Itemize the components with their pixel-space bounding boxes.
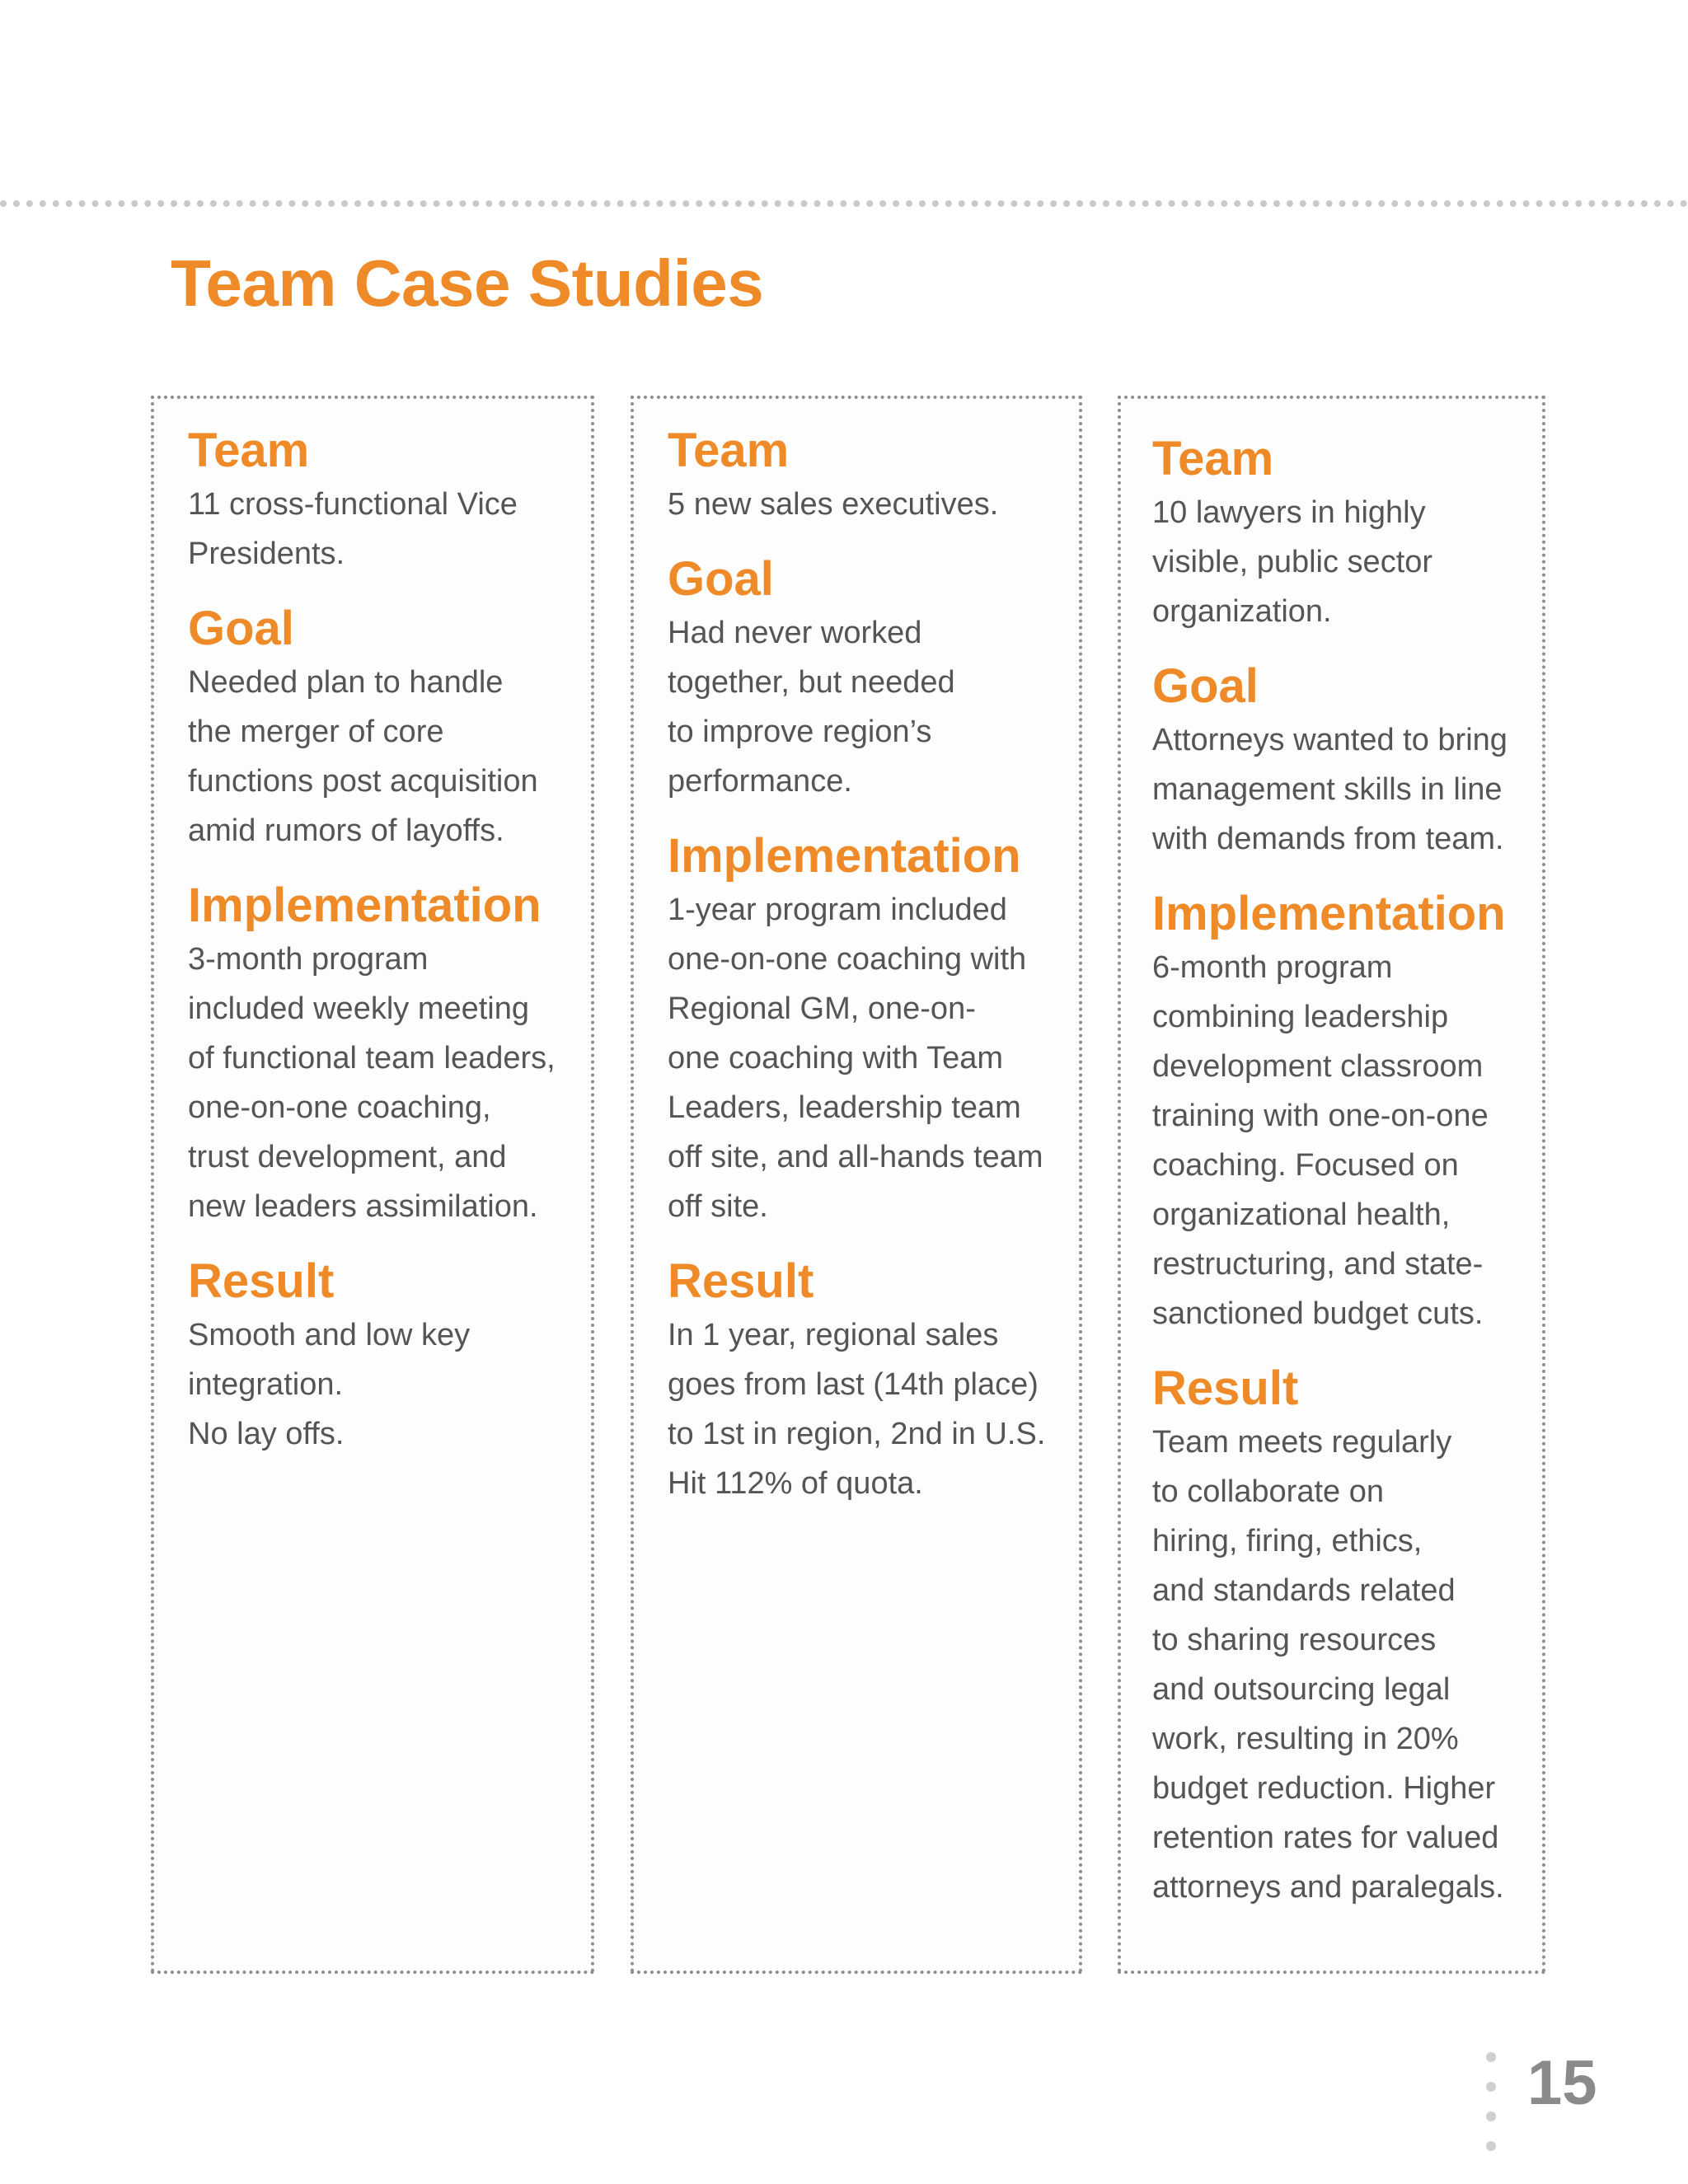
text-line: training with one-on-one [1152, 1099, 1489, 1133]
dot [1486, 2052, 1496, 2062]
text-line: retention rates for valued [1152, 1821, 1499, 1855]
text-line: Regional GM, one-on- [668, 991, 976, 1026]
text-line: of functional team leaders, [188, 1041, 556, 1076]
text-line: work, resulting in 20% [1152, 1722, 1459, 1756]
text-line: Leaders, leadership team [668, 1090, 1021, 1125]
page-number: 15 [1527, 2048, 1597, 2118]
result-heading: Result [1152, 1361, 1299, 1415]
text-line: 6-month program [1152, 950, 1393, 985]
text-line: the merger of core [188, 715, 444, 749]
text-line: goes from last (14th place) [668, 1367, 1039, 1402]
text-line: 11 cross-functional Vice [188, 487, 518, 522]
text-line: with demands from team. [1152, 822, 1504, 856]
result-text [1152, 1418, 1526, 1912]
text-line: 5 new sales executives. [668, 487, 999, 522]
implementation-heading: Implementation [668, 829, 1021, 883]
text-line: new leaders assimilation. [188, 1189, 538, 1224]
page-title: Team Case Studies [171, 246, 764, 320]
goal-text [668, 608, 1062, 806]
text-line: performance. [668, 764, 852, 799]
text-line: Had never worked [668, 616, 922, 650]
text-line: 3-month program [188, 942, 429, 977]
case-study-card-2 [631, 396, 1082, 1974]
text-line: combining leadership [1152, 1000, 1449, 1034]
implementation-text [1152, 943, 1526, 1338]
implementation-text [668, 885, 1062, 1231]
case-study-card-1 [151, 396, 594, 1974]
text-line: functions post acquisition [188, 764, 538, 799]
goal-text [188, 658, 574, 855]
text-line: 10 lawyers in highly [1152, 495, 1426, 530]
text-line: amid rumors of layoffs. [188, 813, 504, 848]
text-line: Smooth and low key [188, 1318, 471, 1352]
text-line: 1-year program included [668, 893, 1007, 927]
result-heading: Result [668, 1254, 814, 1308]
goal-heading: Goal [188, 602, 294, 655]
goal-text [1152, 715, 1526, 864]
text-line: trust development, and [188, 1140, 507, 1174]
dotted-divider [0, 200, 1688, 207]
text-line: one-on-one coaching, [188, 1090, 491, 1125]
goal-heading: Goal [1152, 659, 1259, 713]
text-line: restructuring, and state- [1152, 1247, 1484, 1282]
text-line: coaching. Focused on [1152, 1148, 1459, 1183]
text-line: attorneys and paralegals. [1152, 1870, 1504, 1905]
team-text [668, 480, 1062, 529]
text-line: budget reduction. Higher [1152, 1771, 1496, 1806]
text-line: to improve region’s [668, 715, 932, 749]
text-line: included weekly meeting [188, 991, 530, 1026]
text-line: Hit 112% of quota. [668, 1466, 923, 1501]
text-line: and standards related [1152, 1573, 1456, 1608]
text-line: together, but needed [668, 665, 955, 700]
text-line: In 1 year, regional sales [668, 1318, 999, 1352]
case-study-card-3 [1118, 396, 1545, 1974]
text-line: hiring, firing, ethics, [1152, 1524, 1423, 1558]
dot [1486, 2111, 1496, 2121]
text-line: sanctioned budget cuts. [1152, 1296, 1484, 1331]
text-line: Team meets regularly [1152, 1425, 1452, 1460]
result-heading: Result [188, 1254, 335, 1308]
team-text [1152, 488, 1526, 636]
implementation-heading: Implementation [188, 879, 542, 932]
result-text [188, 1310, 574, 1459]
text-line: integration. [188, 1367, 344, 1402]
text-line: visible, public sector [1152, 545, 1433, 579]
text-line: and outsourcing legal [1152, 1672, 1451, 1707]
dot [1486, 2082, 1496, 2092]
text-line: No lay offs. [188, 1417, 345, 1451]
text-line: off site. [668, 1189, 768, 1224]
page-dots-decoration [1486, 2052, 1498, 2171]
text-line: Needed plan to handle [188, 665, 504, 700]
text-line: Attorneys wanted to bring [1152, 723, 1507, 757]
team-text [188, 480, 574, 579]
team-heading: Team [1152, 432, 1274, 485]
text-line: Presidents. [188, 537, 345, 571]
text-line: organizational health, [1152, 1197, 1451, 1232]
result-text [668, 1310, 1062, 1508]
text-line: off site, and all-hands team [668, 1140, 1043, 1174]
team-heading: Team [188, 424, 310, 477]
goal-heading: Goal [668, 552, 774, 606]
text-line: development classroom [1152, 1049, 1484, 1084]
text-line: organization. [1152, 594, 1332, 629]
text-line: one coaching with Team [668, 1041, 1003, 1076]
implementation-heading: Implementation [1152, 887, 1506, 940]
text-line: to collaborate on [1152, 1474, 1384, 1509]
text-line: to sharing resources [1152, 1623, 1437, 1657]
team-heading: Team [668, 424, 790, 477]
dot [1486, 2141, 1496, 2151]
text-line: management skills in line [1152, 772, 1503, 807]
implementation-text [188, 935, 574, 1231]
text-line: to 1st in region, 2nd in U.S. [668, 1417, 1046, 1451]
text-line: one-on-one coaching with [668, 942, 1027, 977]
